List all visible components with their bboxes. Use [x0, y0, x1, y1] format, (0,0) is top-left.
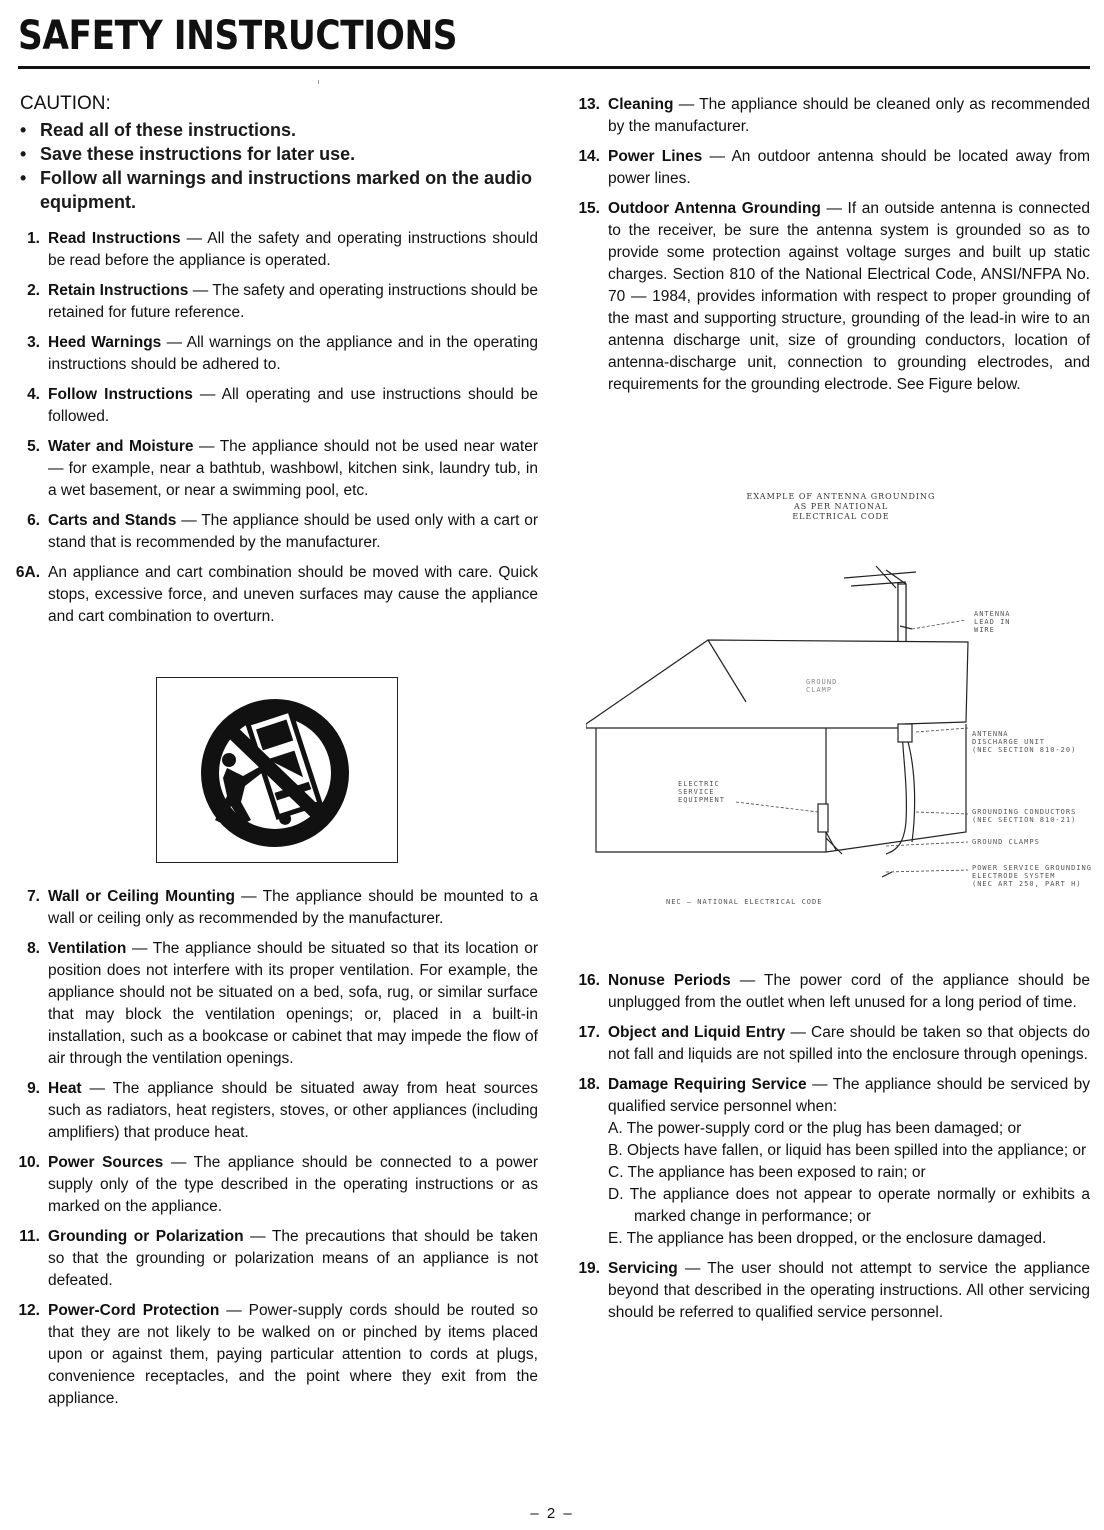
item-number: 5.: [27, 438, 40, 455]
scan-mark: [318, 80, 319, 84]
instruction-item: [570, 1022, 1090, 1066]
item-title: Follow Instructions: [48, 386, 193, 403]
instruction-item: [570, 146, 1090, 190]
label-service-equipment: ELECTRIC SERVICE EQUIPMENT: [678, 780, 725, 804]
instruction-item: [18, 510, 538, 554]
item-text: — The appliance should be mounted to a wall or ceiling only as recommended by the manufacturer.: [48, 888, 538, 927]
left-column: [15, 92, 539, 636]
right-column: [570, 94, 1090, 404]
item-number: 10.: [18, 1154, 40, 1171]
item-title: Ventilation: [48, 940, 127, 957]
item-number: 3.: [27, 334, 40, 351]
item-text: An appliance and cart combination should be moved with care. Quick stops, excessive force, and uneven surfaces may cause the appliance and cart combination to overturn.: [48, 564, 538, 625]
instruction-item: [570, 1258, 1090, 1324]
figure-caption-line: AS PER NATIONAL: [793, 502, 889, 511]
item-title: Cleaning: [608, 96, 674, 113]
page-title: SAFETY INSTRUCTIONS: [18, 13, 458, 59]
item-text: — Care should be taken so that objects do not fall and liquids are not spilled into the enclosure through openings.: [608, 1024, 1090, 1063]
label-ground-clamps: GROUND CLAMPS: [972, 838, 1040, 846]
label-discharge-unit: ANTENNA DISCHARGE UNIT (NEC SECTION 810-20): [972, 730, 1077, 754]
item-number: 16.: [578, 972, 600, 989]
item-text: — The precautions that should be taken so that the grounding or polarization means of an appliance is not defeated.: [48, 1228, 538, 1289]
label-grounding-conductors: GROUNDING CONDUCTORS (NEC SECTION 810-21): [972, 808, 1077, 824]
item-number: 9.: [27, 1080, 40, 1097]
right-lower-column: [570, 970, 1090, 1332]
instruction-item: [18, 332, 538, 376]
item-title: Object and Liquid Entry: [608, 1024, 786, 1041]
item-text: — An outdoor antenna should be located away from power lines.: [608, 148, 1090, 187]
instruction-item: [18, 384, 538, 428]
item-number: 2.: [27, 282, 40, 299]
item-text: — The appliance should be connected to a power supply only of the type described in the operating instructions or as marked on the appliance.: [48, 1154, 538, 1215]
figure-caption-line: ELECTRICAL CODE: [792, 512, 890, 521]
item-number: 6A.: [15, 564, 40, 581]
instruction-item: [18, 1078, 538, 1144]
item-text: — The user should not attempt to service the appliance beyond that described in the operating instructions. All other servicing should be referred to qualified service personnel.: [608, 1260, 1090, 1321]
item-number: 4.: [27, 386, 40, 403]
label-ground-clamp: GROUND CLAMP: [806, 678, 838, 694]
item-text: — All operating and use instructions should be followed.: [48, 386, 538, 425]
instruction-item: [570, 94, 1090, 138]
item-title: Power Sources: [48, 1154, 164, 1171]
item-title: Grounding or Polarization: [48, 1228, 244, 1245]
caution-label: CAUTION:: [20, 93, 111, 114]
instruction-item: [15, 562, 538, 628]
caution-bullet: • Read all of these instructions.: [18, 118, 538, 142]
cart-tip-over-icon: [157, 678, 397, 862]
item-number: 1.: [27, 230, 40, 247]
item-text: — The appliance should be used only with a cart or stand that is recommended by the manufacturer.: [48, 512, 538, 551]
sub-item: C. The appliance has been exposed to rain; or: [608, 1164, 926, 1181]
instruction-item: [570, 198, 1090, 396]
title-rule: [18, 66, 1090, 69]
item-title: Heed Warnings: [48, 334, 162, 351]
page-number: – 2 –: [530, 1505, 574, 1522]
item-number: 6.: [27, 512, 40, 529]
item-text: — The appliance should not be used near water — for example, near a bathtub, washbowl, kitchen sink, laundry tub, in a wet basement, or near a swimming pool, etc.: [48, 438, 539, 499]
label-lead-in-wire: ANTENNA LEAD IN WIRE: [974, 610, 1011, 634]
item-number: 19.: [578, 1260, 600, 1277]
item-title: Retain Instructions: [48, 282, 189, 299]
item-title: Wall or Ceiling Mounting: [48, 888, 235, 905]
item-title: Read Instructions: [48, 230, 181, 247]
sub-item: B. Objects have fallen, or liquid has been spilled into the appliance; or: [608, 1142, 1087, 1159]
instruction-item: [18, 228, 538, 272]
figure-caption-line: EXAMPLE OF ANTENNA GROUNDING: [746, 492, 936, 501]
item-number: 12.: [18, 1302, 40, 1319]
instruction-item: [18, 886, 538, 930]
item-text: — The power cord of the appliance should be unplugged from the outlet when left unused for a long period of time.: [608, 972, 1090, 1011]
sub-item: D. The appliance does not appear to operate normally or exhibits a marked change in performance; or: [608, 1186, 1090, 1225]
instruction-item: [18, 280, 538, 324]
instruction-item: [18, 1152, 538, 1218]
caution-bullet: • Save these instructions for later use.: [18, 142, 538, 166]
cart-warning-figure: [156, 677, 398, 863]
instruction-item: [18, 1226, 538, 1292]
sub-item: A. The power-supply cord or the plug has been damaged; or: [608, 1120, 1022, 1137]
item-text: — The appliance should be situated so that its location or position does not interfere with its proper ventilation. For example, the appliance should not be situated on a bed, sofa, rug, or similar surface that may block the ventilation openings; or, placed in a built-in installation, such as a bookcase or cabinet that may impede the flow of air through the ventilation openings.: [48, 940, 538, 1067]
item-text: — The appliance should be cleaned only as recommended by the manufacturer.: [608, 96, 1090, 135]
item-title: Water and Moisture: [48, 438, 194, 455]
label-nec: NEC — NATIONAL ELECTRICAL CODE: [666, 898, 823, 906]
instruction-item: [18, 1300, 538, 1410]
item-number: 8.: [27, 940, 40, 957]
caution-list: [18, 118, 538, 214]
item-title: Servicing: [608, 1260, 678, 1277]
item-text: — The appliance should be situated away from heat sources such as radiators, heat registers, stoves, or other appliances (including amplifiers) that produce heat.: [48, 1080, 538, 1141]
item-title: Nonuse Periods: [608, 972, 731, 989]
label-grounding-electrode: POWER SERVICE GROUNDING ELECTRODE SYSTEM (NEC ART 250, PART H): [972, 864, 1092, 888]
item-text: — The appliance should be serviced by qualified service personnel when:: [608, 1076, 1090, 1115]
caution-bullet: • Follow all warnings and instructions marked on the audio equipment.: [18, 166, 538, 214]
sub-item: E. The appliance has been dropped, or the enclosure damaged.: [608, 1230, 1047, 1247]
item-number: 11.: [19, 1228, 40, 1245]
house-antenna-diagram: [586, 492, 1096, 912]
item-number: 14.: [578, 148, 600, 165]
item-text: — All the safety and operating instructions should be read before the appliance is operated.: [48, 230, 538, 269]
item-number: 15.: [578, 200, 600, 217]
item-text: — The safety and operating instructions should be retained for future reference.: [48, 282, 538, 321]
item-number: 17.: [578, 1024, 600, 1041]
item-title: Carts and Stands: [48, 512, 177, 529]
item-text: — All warnings on the appliance and in the operating instructions should be adhered to.: [48, 334, 538, 373]
item-number: 7.: [27, 888, 40, 905]
item-number: 18.: [578, 1076, 600, 1093]
item-title: Power Lines: [608, 148, 703, 165]
item-number: 13.: [578, 96, 600, 113]
item-title: Outdoor Antenna Grounding: [608, 200, 821, 217]
item-title: Heat: [48, 1080, 82, 1097]
instruction-item: [570, 1074, 1090, 1250]
item-title: Damage Requiring Service: [608, 1076, 807, 1093]
item-text: — If an outside antenna is connected to the receiver, be sure the antenna system is grounded so as to provide some protection against voltage surges and built up static charges. Section 810 of the National Electrical Code, ANSI/NFPA No. 70 — 1984, provides information with respect to proper grounding of the mast and supporting structure, grounding of the lead-in wire to an antenna discharge unit, size of grounding conductors, location of antenna-discharge unit, connection to grounding electrodes, and requirements for the grounding electrode. See Figure below.: [608, 200, 1090, 393]
antenna-grounding-figure: [586, 492, 1096, 912]
instruction-item: [18, 436, 538, 502]
left-lower-column: [18, 886, 538, 1418]
item-text: — Power-supply cords should be routed so that they are not likely to be walked on or pinched by items placed upon or against them, paying particular attention to cords at plugs, convenience receptacles, and the point where they exit from the appliance.: [48, 1302, 538, 1407]
item-title: Power-Cord Protection: [48, 1302, 220, 1319]
instruction-item: [18, 938, 538, 1070]
instruction-item: [570, 970, 1090, 1014]
